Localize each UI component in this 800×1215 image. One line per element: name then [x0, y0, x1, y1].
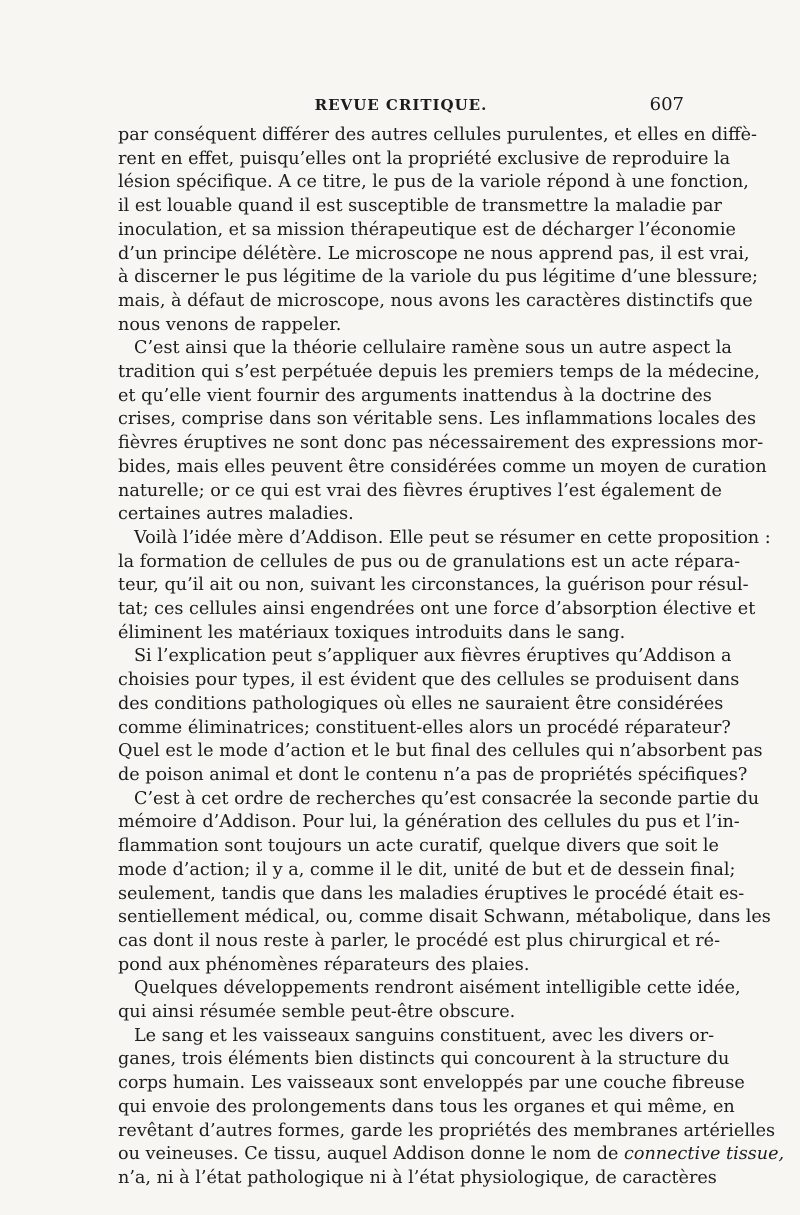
text-line: ou veineuses. Ce tissu, auquel Addison donne le nom de connective tissue,	[118, 1144, 785, 1165]
text-line: seulement, tandis que dans les maladies éruptives le procédé était es-	[118, 883, 745, 904]
text-line: revêtant d’autres formes, garde les propriétés des membranes artérielles	[118, 1120, 776, 1141]
text-line: choisies pour types, il est évident que des cellules se produisent dans	[118, 670, 740, 691]
text-line: la formation de cellules de pus ou de granulations est un acte répara-	[118, 551, 741, 572]
text-line: C’est ainsi que la théorie cellulaire ramène sous un autre aspect la	[134, 338, 732, 359]
page-header	[118, 96, 684, 122]
text-line: il est louable quand il est susceptible de transmettre la maladie par	[118, 196, 722, 217]
page-number: 607	[649, 94, 684, 115]
paragraph	[118, 645, 763, 787]
text-line: Quel est le mode d’action et le but final des cellules qui n’absorbent pas	[118, 741, 763, 762]
text-line: qui ainsi résumée semble peut-être obscure.	[118, 1002, 516, 1023]
text-line: flammation sont toujours un acte curatif, quelque divers que soit le	[118, 836, 719, 857]
text-line: tradition qui s’est perpétuée depuis les premiers temps de la médecine,	[118, 362, 760, 383]
paragraph	[118, 977, 741, 1024]
text-line: inoculation, et sa mission thérapeutique est de décharger l’économie	[118, 219, 736, 240]
paragraph	[118, 788, 771, 978]
text-line: des conditions pathologiques où elles ne sauraient être considérées	[118, 693, 724, 714]
text-line: sentiellement médical, ou, comme disait Schwann, métabolique, dans les	[118, 907, 771, 928]
text-line: teur, qu’il ait ou non, suivant les circonstances, la guérison pour résul-	[118, 575, 749, 596]
text-line: Si l’explication peut s’appliquer aux fièvres éruptives qu’Addison a	[134, 646, 732, 667]
paragraph	[118, 337, 767, 527]
text-line: n’a, ni à l’état pathologique ni à l’état physiologique, de caractères	[118, 1167, 717, 1188]
text-line: et qu’elle vient fournir des arguments inattendus à la doctrine des	[118, 385, 712, 406]
text-line: lésion spécifique. A ce titre, le pus de la variole répond à une fonction,	[118, 172, 749, 193]
text-line: mémoire d’Addison. Pour lui, la génération des cellules du pus et l’in-	[118, 812, 740, 833]
text-line: nous venons de rappeler.	[118, 314, 342, 335]
paragraph	[118, 124, 758, 337]
text-line: par conséquent différer des autres cellules purulentes, et elles en diffè-	[118, 125, 757, 145]
page-body	[118, 124, 785, 1191]
text-line: crises, comprise dans son véritable sens. Les inflammations locales des	[118, 409, 757, 430]
text-line: d’un principe délétère. Le microscope ne nous apprend pas, il est vrai,	[118, 243, 750, 264]
text-line: bides, mais elles peuvent être considérées comme un moyen de curation	[118, 456, 767, 477]
text-line: qui envoie des prolongements dans tous les organes et qui même, en	[118, 1096, 735, 1117]
text-line: C’est à cet ordre de recherches qu’est consacrée la seconde partie du	[134, 788, 760, 809]
paragraph	[118, 1025, 785, 1191]
text-line: tat; ces cellules ainsi engendrées ont une force d’absorption élective et	[118, 599, 756, 620]
text-line: éliminent les matériaux toxiques introduits dans le sang.	[118, 622, 626, 643]
text-line: naturelle; or ce qui est vrai des fièvres éruptives l’est également de	[118, 480, 722, 501]
paragraph	[118, 527, 771, 646]
text-line: mais, à défaut de microscope, nous avons les caractères distinctifs que	[118, 290, 753, 311]
text-line: certaines autres maladies.	[118, 504, 354, 525]
text-line: comme éliminatrices; constituent-elles alors un procédé réparateur?	[118, 717, 731, 738]
running-title: REVUE CRITIQUE.	[314, 96, 488, 114]
text-line: à discerner le pus légitime de la variole du pus légitime d’une blessure;	[118, 267, 758, 288]
text-line: fièvres éruptives ne sont donc pas nécessairement des expressions mor-	[118, 433, 764, 454]
italic-term: connective tissue,	[624, 1144, 785, 1165]
text-line: Le sang et les vaisseaux sanguins constituent, avec les divers or-	[134, 1025, 715, 1046]
text-line: Quelques développements rendront aisément intelligible cette idée,	[134, 978, 741, 999]
text-line: cas dont il nous reste à parler, le procédé est plus chirurgical et ré-	[118, 930, 721, 951]
text-line: mode d’action; il y a, comme il le dit, unité de but et de dessein final;	[118, 859, 736, 880]
text-line: Voilà l’idée mère d’Addison. Elle peut se résumer en cette proposition :	[134, 527, 771, 548]
text-line: corps humain. Les vaisseaux sont enveloppés par une couche fibreuse	[118, 1073, 745, 1094]
text-line: pond aux phénomènes réparateurs des plaies.	[118, 954, 530, 975]
text-line: de poison animal et dont le contenu n’a pas de propriétés spécifiques?	[118, 764, 748, 785]
text-line: rent en effet, puisqu’elles ont la propriété exclusive de reproduire la	[118, 148, 731, 169]
text-line: ganes, trois éléments bien distincts qui concourent à la structure du	[118, 1049, 730, 1070]
